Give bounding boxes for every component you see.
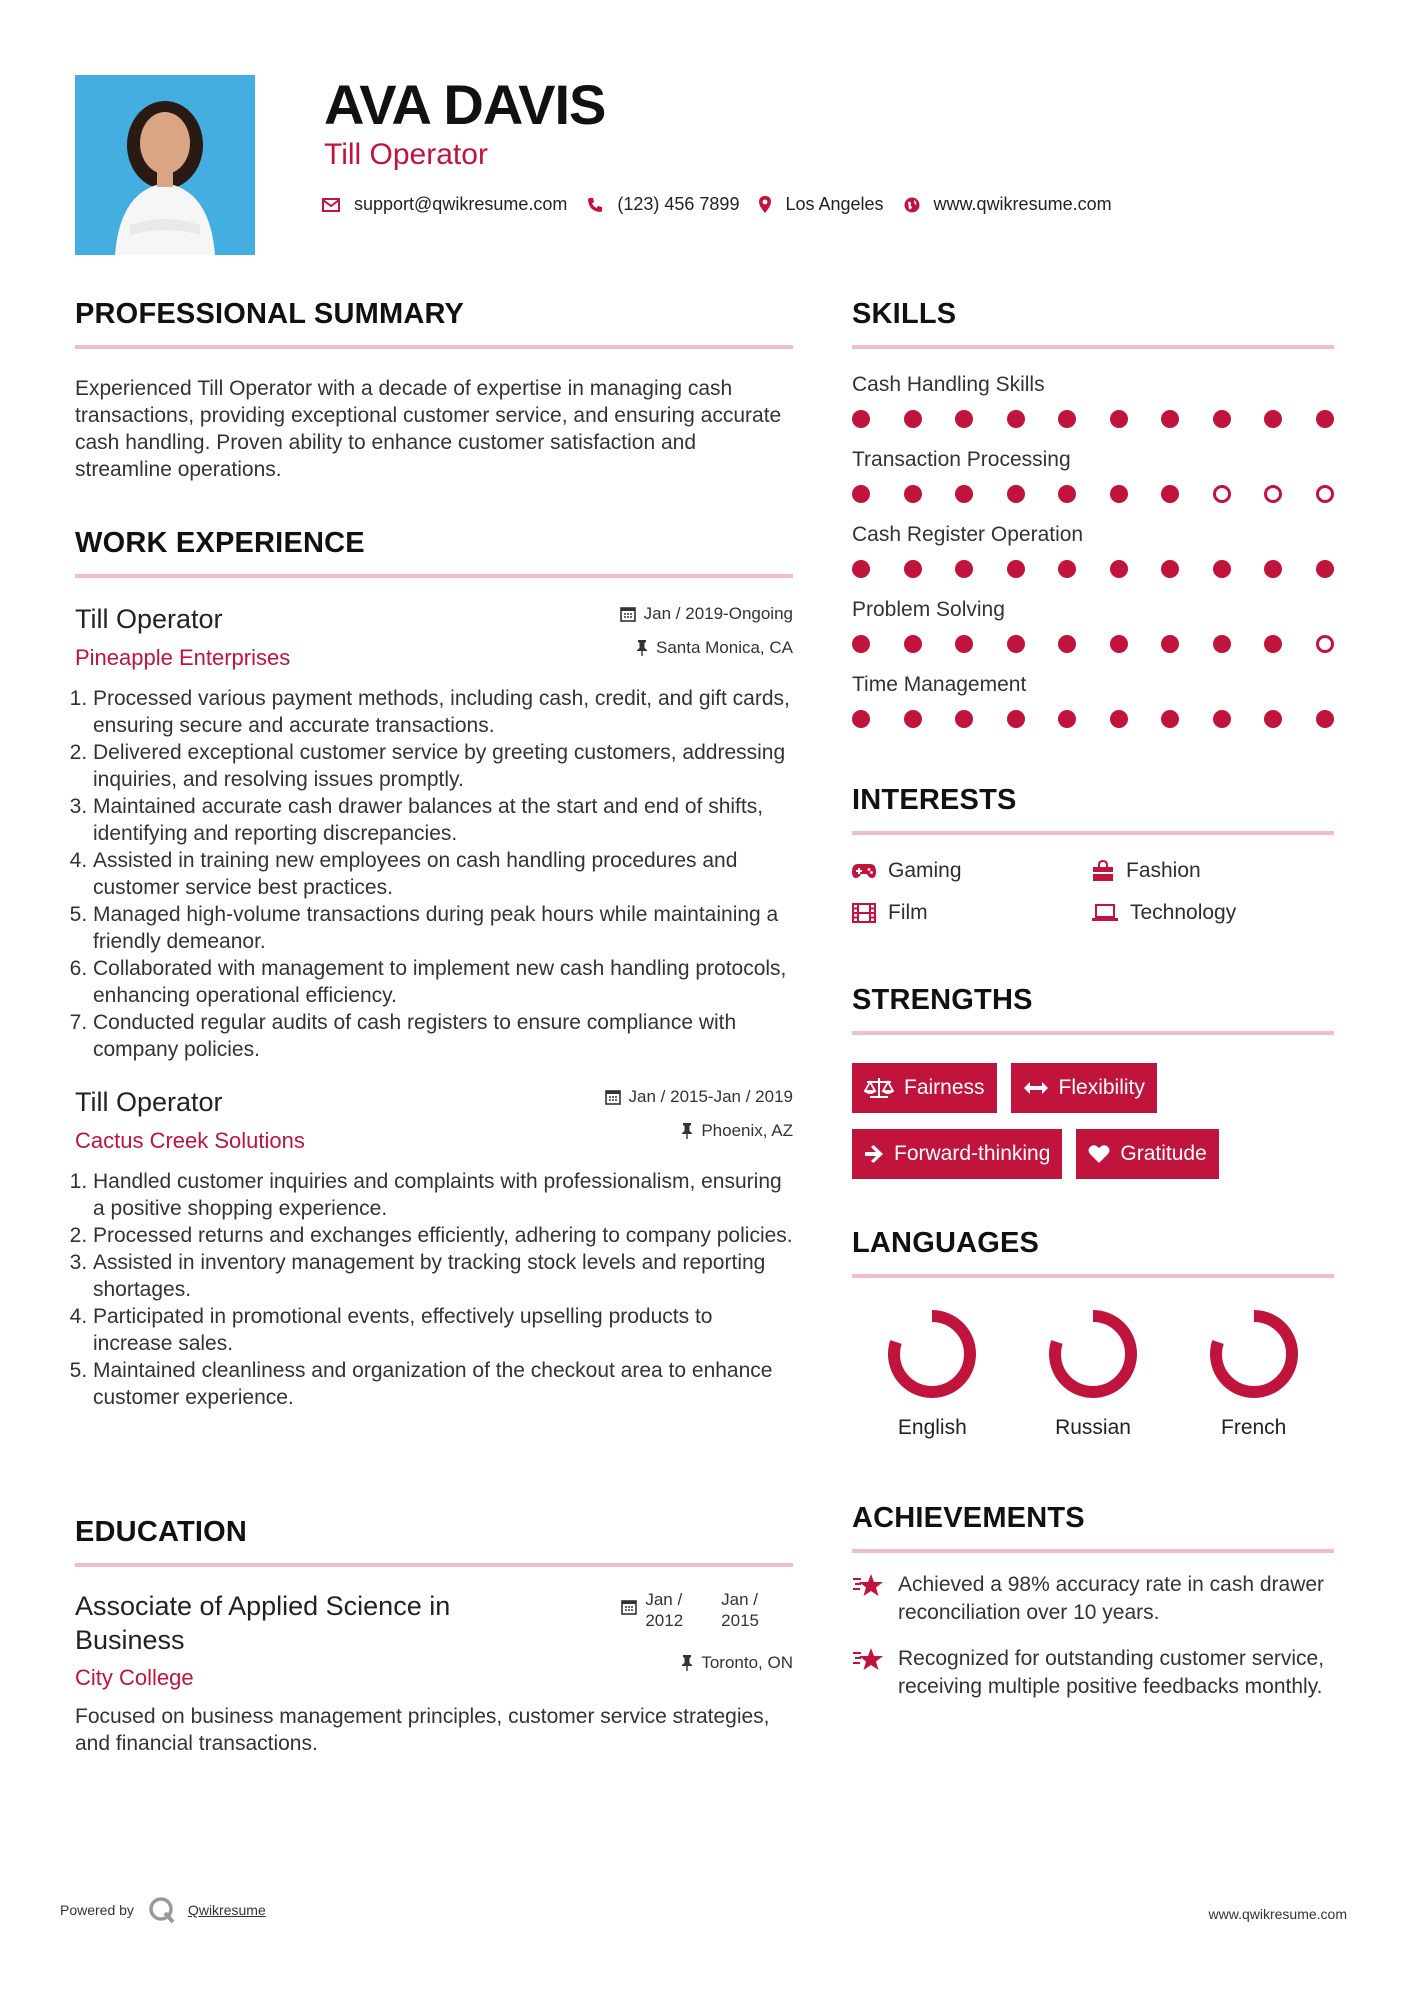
skill-name: Time Management <box>852 673 1027 696</box>
rating-dot-filled <box>904 710 922 728</box>
rating-dot-filled <box>1058 560 1076 578</box>
skills-section <box>852 298 1334 748</box>
rating-dot-filled <box>1058 410 1076 428</box>
arrow-right-icon <box>864 1145 884 1163</box>
rating-dot-filled <box>1007 635 1025 653</box>
skill-name: Cash Handling Skills <box>852 373 1045 396</box>
job-location: Phoenix, AZ <box>605 1121 793 1141</box>
rating-dot-filled <box>1110 710 1128 728</box>
skill-item <box>852 373 1334 428</box>
skill-rating <box>852 710 1334 728</box>
candidate-name: AVA DAVIS <box>324 73 606 136</box>
rating-dot-filled <box>1213 560 1231 578</box>
duty-item: 7. Conducted regular audits of cash registers to ensure compliance with company policies. <box>93 1009 793 1063</box>
education-dates: Jan / 2012 Jan / 2015 <box>621 1589 793 1631</box>
contact-row <box>322 194 1132 215</box>
job-entry <box>75 604 793 1063</box>
skill-name: Problem Solving <box>852 598 1005 621</box>
job-dates: Jan / 2019-Ongoing <box>620 604 793 624</box>
rating-dot-filled <box>1161 635 1179 653</box>
star-award-icon <box>852 1573 884 1599</box>
languages-section <box>852 1227 1334 1440</box>
duty-item: 1. Handled customer inquiries and complaints with professionalism, ensuring a positive shopping experience. <box>93 1168 793 1222</box>
heart-icon <box>1088 1144 1110 1164</box>
school-name: City College <box>75 1665 194 1690</box>
skill-rating <box>852 560 1334 578</box>
duty-item: 5. Managed high-volume transactions during peak hours while maintaining a friendly demeanor. <box>93 901 793 955</box>
rating-dot-filled <box>1007 410 1025 428</box>
balance-scale-icon <box>864 1077 894 1099</box>
rating-dot-filled <box>955 410 973 428</box>
section-divider <box>852 1549 1334 1553</box>
rating-dot-filled <box>904 410 922 428</box>
rating-dot-filled <box>1058 485 1076 503</box>
skills-list <box>852 373 1334 728</box>
degree-title: Associate of Applied Science in Business <box>75 1591 451 1655</box>
job-company: Pineapple Enterprises <box>75 645 291 670</box>
email-text: support@qwikresume.com <box>354 194 568 214</box>
profile-photo <box>75 75 255 255</box>
interests-heading: INTERESTS <box>852 784 1017 816</box>
contact-website[interactable] <box>904 194 1112 215</box>
rating-dot-filled <box>1161 485 1179 503</box>
rating-dot-filled <box>1316 410 1334 428</box>
contact-phone[interactable] <box>587 194 739 215</box>
rating-dot-filled <box>1161 710 1179 728</box>
rating-dot-filled <box>1161 560 1179 578</box>
arrows-horizontal-icon <box>1023 1081 1049 1095</box>
rating-dot-empty <box>1316 485 1334 503</box>
proficiency-arc <box>1055 1316 1131 1392</box>
interest-item: Technology <box>1092 901 1332 925</box>
duty-item: 2. Delivered exceptional customer service by greeting customers, addressing inquiries, and resolving issues promptly. <box>93 739 793 793</box>
achievements-section <box>852 1502 1334 1701</box>
phone-text: (123) 456 7899 <box>617 194 740 214</box>
achievement-item: Recognized for outstanding customer service, receiving multiple positive feedbacks monthly. <box>852 1645 1334 1701</box>
rating-dot-filled <box>955 485 973 503</box>
duty-item: 6. Collaborated with management to implement new cash handling protocols, enhancing operational efficiency. <box>93 955 793 1009</box>
rating-dot-filled <box>852 410 870 428</box>
phone-icon <box>587 197 603 213</box>
rating-dot-filled <box>904 560 922 578</box>
rating-dot-empty <box>1213 485 1231 503</box>
section-divider <box>75 574 793 578</box>
skill-rating <box>852 635 1334 653</box>
duty-item: 1. Processed various payment methods, including cash, credit, and gift cards, ensuring secure and accurate transactions. <box>93 685 793 739</box>
website-text: www.qwikresume.com <box>933 194 1112 214</box>
languages-list <box>852 1306 1334 1440</box>
strength-tag: Flexibility <box>1011 1063 1157 1113</box>
achievements-heading: ACHIEVEMENTS <box>852 1502 1085 1534</box>
section-divider <box>75 345 793 349</box>
section-divider <box>852 1274 1334 1278</box>
rating-dot-filled <box>1058 710 1076 728</box>
job-location: Santa Monica, CA <box>620 638 793 658</box>
duty-item: 4. Participated in promotional events, effectively upselling products to increase sales. <box>93 1303 793 1357</box>
interest-item: Fashion <box>1092 859 1332 883</box>
education-location: Toronto, ON <box>621 1653 793 1673</box>
contact-email[interactable] <box>322 194 567 215</box>
calendar-icon <box>620 606 636 622</box>
laptop-icon <box>1092 904 1118 922</box>
skill-name: Cash Register Operation <box>852 523 1084 546</box>
interest-item: Film <box>852 901 1092 925</box>
envelope-icon <box>322 198 340 212</box>
strength-tag: Gratitude <box>1076 1129 1218 1179</box>
job-entry <box>75 1087 793 1411</box>
qwikresume-link[interactable]: Qwikresume <box>187 1902 266 1918</box>
skills-heading: SKILLS <box>852 298 957 330</box>
education-section <box>75 1516 793 1757</box>
job-title: Till Operator <box>75 604 223 634</box>
duty-item: 4. Assisted in training new employees on cash handling procedures and customer service best practices. <box>93 847 793 901</box>
skill-rating <box>852 410 1334 428</box>
language-item <box>1173 1306 1334 1440</box>
globe-icon <box>904 197 920 213</box>
calendar-icon <box>605 1089 621 1105</box>
calendar-icon <box>621 1599 637 1615</box>
rating-dot-filled <box>1316 560 1334 578</box>
skill-item <box>852 448 1334 503</box>
duty-item: 5. Maintained cleanliness and organization of the checkout area to enhance customer experience. <box>93 1357 793 1411</box>
summary-section <box>75 298 793 483</box>
rating-dot-filled <box>1264 560 1282 578</box>
language-item <box>852 1306 1013 1440</box>
duty-item: 2. Processed returns and exchanges efficiently, adhering to company policies. <box>93 1222 793 1249</box>
proficiency-arc <box>1216 1316 1292 1392</box>
location-text: Los Angeles <box>785 194 884 214</box>
rating-dot-filled <box>1213 635 1231 653</box>
job-duties <box>75 1168 793 1411</box>
shopping-bag-icon <box>1092 860 1114 882</box>
rating-dot-filled <box>852 710 870 728</box>
rating-dot-filled <box>852 485 870 503</box>
skill-item <box>852 523 1334 578</box>
footer-powered-by: Powered by Qwikresume <box>60 1896 266 1924</box>
pushpin-icon <box>681 1123 693 1139</box>
rating-dot-filled <box>1110 635 1128 653</box>
rating-dot-filled <box>1007 485 1025 503</box>
rating-dot-filled <box>1110 560 1128 578</box>
summary-heading: PROFESSIONAL SUMMARY <box>75 298 465 330</box>
proficiency-arc <box>894 1316 970 1392</box>
achievement-item: Achieved a 98% accuracy rate in cash drawer reconciliation over 10 years. <box>852 1571 1334 1627</box>
skill-name: Transaction Processing <box>852 448 1071 471</box>
rating-dot-filled <box>1213 410 1231 428</box>
duty-item: 3. Maintained accurate cash drawer balances at the start and end of shifts, identifying and reporting discrepancies. <box>93 793 793 847</box>
job-title: Till Operator <box>75 1087 223 1117</box>
pushpin-icon <box>636 640 648 656</box>
strengths-section <box>852 984 1334 1179</box>
section-divider <box>75 1563 793 1567</box>
rating-dot-filled <box>1264 635 1282 653</box>
language-name: English <box>897 1416 967 1439</box>
section-divider <box>852 831 1334 835</box>
language-name: Russian <box>1055 1416 1131 1439</box>
rating-dot-filled <box>1264 410 1282 428</box>
rating-dot-filled <box>1110 410 1128 428</box>
rating-dot-filled <box>852 560 870 578</box>
map-marker-icon <box>759 196 771 213</box>
interests-section <box>852 784 1334 925</box>
job-dates: Jan / 2015-Jan / 2019 <box>605 1087 793 1107</box>
film-icon <box>852 903 876 923</box>
rating-dot-filled <box>1110 485 1128 503</box>
section-divider <box>852 1031 1334 1035</box>
rating-dot-filled <box>955 710 973 728</box>
rating-dot-filled <box>1264 710 1282 728</box>
strengths-list <box>852 1063 1334 1179</box>
job-company: Cactus Creek Solutions <box>75 1128 305 1153</box>
rating-dot-filled <box>955 560 973 578</box>
interests-list <box>852 859 1334 925</box>
rating-dot-filled <box>904 635 922 653</box>
skill-rating <box>852 485 1334 503</box>
rating-dot-filled <box>1007 710 1025 728</box>
rating-dot-filled <box>1007 560 1025 578</box>
strength-tag: Fairness <box>852 1063 997 1113</box>
interest-item: Gaming <box>852 859 1092 883</box>
candidate-title: Till Operator <box>324 138 488 171</box>
strengths-heading: STRENGTHS <box>852 984 1033 1016</box>
language-item <box>1013 1306 1174 1440</box>
rating-dot-filled <box>1161 410 1179 428</box>
footer-site[interactable]: www.qwikresume.com <box>1208 1906 1347 1922</box>
contact-location <box>759 194 883 215</box>
language-name: French <box>1221 1416 1287 1439</box>
language-proficiency-ring <box>1206 1306 1302 1402</box>
experience-section <box>75 527 793 1411</box>
experience-heading: WORK EXPERIENCE <box>75 527 365 559</box>
rating-dot-filled <box>1058 635 1076 653</box>
language-proficiency-ring <box>884 1306 980 1402</box>
summary-text: Experienced Till Operator with a decade of expertise in managing cash transactions, providing exceptional customer service, and ensuring accurate cash handling. Proven ability to enhance customer satisfaction and streamline operations. <box>75 377 782 481</box>
languages-heading: LANGUAGES <box>852 1227 1040 1259</box>
duty-item: 3. Assisted in inventory management by tracking stock levels and reporting shortages. <box>93 1249 793 1303</box>
rating-dot-empty <box>1264 485 1282 503</box>
strength-tag: Forward-thinking <box>852 1129 1062 1179</box>
rating-dot-filled <box>1213 710 1231 728</box>
skill-item <box>852 598 1334 653</box>
gamepad-icon <box>852 863 876 879</box>
education-description: Focused on business management principles, customer service strategies, and financial transactions. <box>75 1705 770 1755</box>
pushpin-icon <box>681 1655 693 1671</box>
star-award-icon <box>852 1647 884 1673</box>
rating-dot-filled <box>904 485 922 503</box>
skill-item <box>852 673 1334 728</box>
language-proficiency-ring <box>1045 1306 1141 1402</box>
section-divider <box>852 345 1334 349</box>
education-heading: EDUCATION <box>75 1516 248 1548</box>
rating-dot-filled <box>955 635 973 653</box>
rating-dot-empty <box>1316 635 1334 653</box>
job-duties <box>75 685 793 1063</box>
qwikresume-logo-icon <box>148 1896 176 1924</box>
rating-dot-filled <box>1316 710 1334 728</box>
rating-dot-filled <box>852 635 870 653</box>
